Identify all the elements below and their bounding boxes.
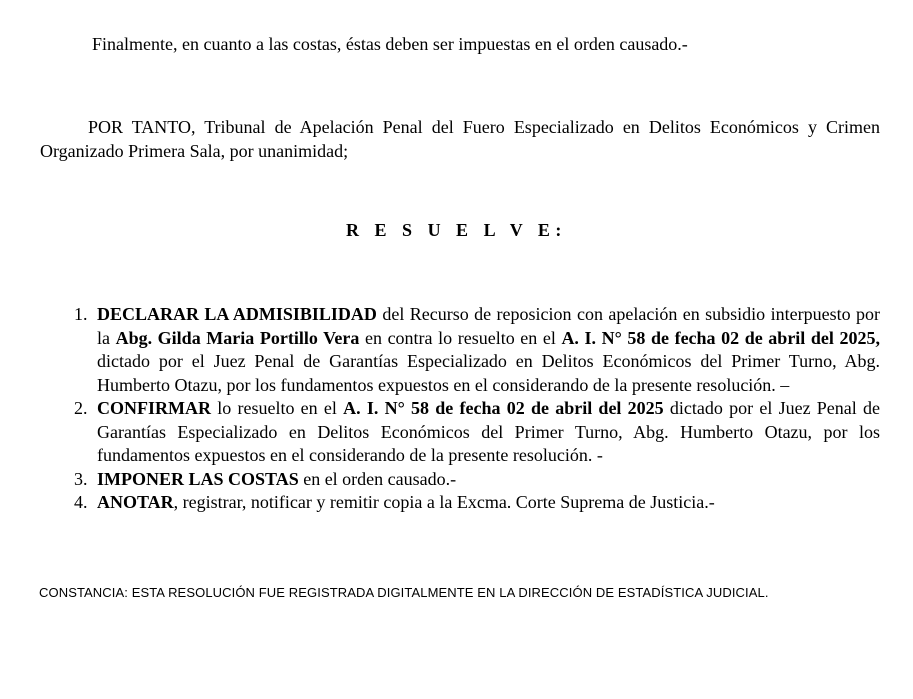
paragraph-costas: Finalmente, en cuanto a las costas, éstas deben ser impuestas en el orden causado.-: [92, 34, 688, 54]
item-part-bold: IMPONER LAS COSTAS: [97, 468, 299, 489]
item-text: [97, 492, 715, 512]
resolution-list: [40, 303, 880, 515]
item-part-bold: Abg. Gilda Maria Portillo Vera: [115, 327, 360, 348]
resuelve-heading: R E S U E L V E:: [346, 220, 567, 240]
item-part: en el orden causado.-: [298, 468, 457, 489]
item-part: , registrar, notificar y remitir copia a la Excma. Corte Suprema de Justicia.-: [173, 492, 715, 512]
item-number: 1.: [74, 304, 88, 324]
item-part: en contra lo resuelto en el: [359, 327, 562, 348]
resolution-item-4: [40, 491, 880, 515]
resolution-item-2: [40, 397, 880, 468]
resolution-item-3: [40, 468, 880, 492]
item-part-bold: DECLARAR LA ADMISIBILIDAD: [97, 304, 377, 324]
item-number: 2.: [74, 398, 88, 418]
item-part: del Recurso de reposicion con apelación en subsidio interpuesto por la: [97, 304, 880, 348]
resolution-item-1: [40, 303, 880, 397]
item-text: [97, 469, 456, 489]
item-part: dictado por el Juez Penal de Garantías Especializado en Delitos Económicos del Primer Turno, Abg. Humberto Otazu, por los fundamentos expuestos en el considerando de la presente resolución. -: [97, 398, 881, 465]
paragraph-por-tanto: POR TANTO, Tribunal de Apelación Penal del Fuero Especializado en Delitos Económicos y Crimen Organizado Primera Sala, por unanimidad;: [40, 117, 880, 161]
item-part-bold: A. I. N° 58 de fecha 02 de abril del 2025,: [561, 327, 880, 348]
constancia-note: CONSTANCIA: ESTA RESOLUCIÓN FUE REGISTRADA DIGITALMENTE EN LA DIRECCIÓN DE ESTADÍSTICA JUDICIAL.: [39, 585, 769, 600]
item-part: lo resuelto en el: [211, 398, 344, 418]
item-text: [97, 304, 880, 395]
item-number: 3.: [74, 468, 88, 489]
item-part-bold: A. I. N° 58 de fecha 02 de abril del 2025: [343, 398, 664, 418]
item-text: [97, 398, 880, 465]
item-number: 4.: [74, 492, 88, 512]
item-part-bold: ANOTAR: [97, 492, 174, 512]
item-part: dictado por el Juez Penal de Garantías Especializado en Delitos Económicos del Primer Turno, Abg. Humberto Otazu, por los fundamentos expuestos en el considerando de la presente resolución. –: [97, 351, 880, 395]
item-part-bold: CONFIRMAR: [97, 398, 211, 418]
